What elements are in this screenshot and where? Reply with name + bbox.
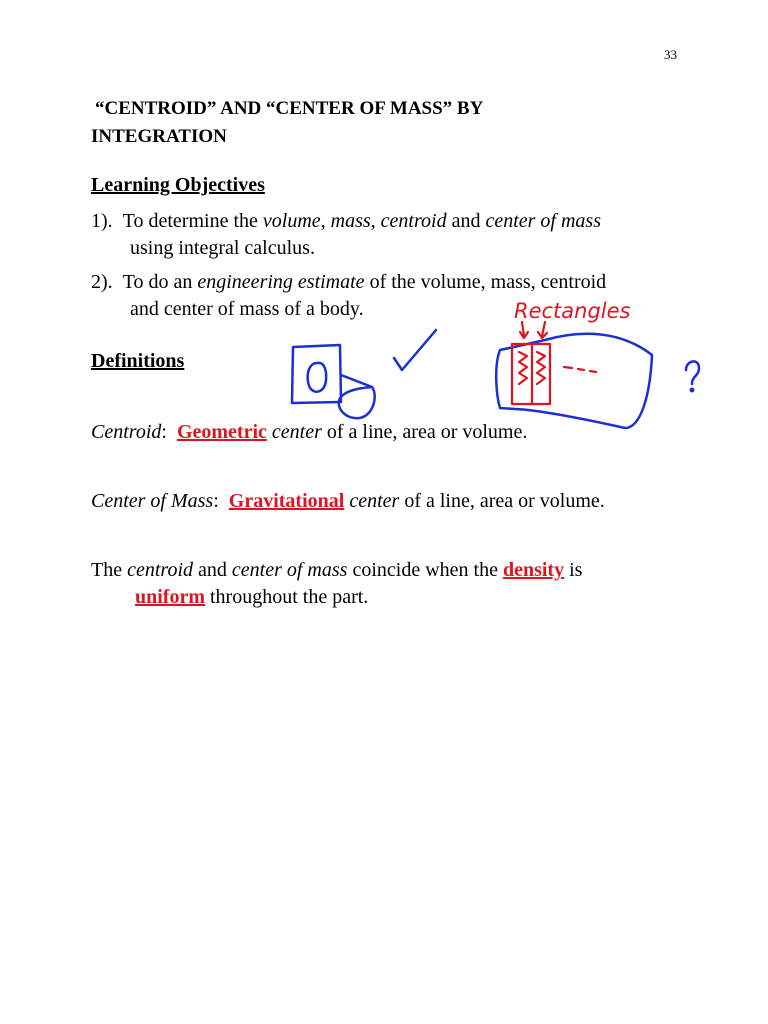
centroid-center-word: center bbox=[266, 421, 322, 443]
sketch-blob bbox=[496, 334, 652, 428]
objective-1-continuation: using integral calculus. bbox=[130, 237, 315, 259]
center-of-mass-rest: of a line, area or volume. bbox=[399, 490, 605, 512]
objective-2-rest: of the volume, mass, centroid bbox=[364, 271, 607, 293]
sketch-lobe bbox=[339, 375, 375, 418]
objective-2-text: To do an bbox=[122, 271, 198, 293]
question-mark-icon bbox=[686, 361, 699, 384]
title-line-1: “CENTROID” AND “CENTER OF MASS” BY bbox=[95, 98, 484, 119]
strip-dashes bbox=[564, 367, 596, 372]
gravitational-keyword: Gravitational bbox=[228, 490, 345, 512]
sketch-o-shape bbox=[308, 363, 327, 392]
density-keyword: density bbox=[502, 559, 565, 581]
geometric-keyword: Geometric bbox=[176, 421, 267, 443]
title-line-2: INTEGRATION bbox=[91, 126, 227, 147]
uniform-keyword: uniform bbox=[135, 586, 205, 608]
centroid-term: Centroid bbox=[91, 421, 162, 443]
objective-1-emphasis-1: volume, mass, centroid bbox=[262, 210, 447, 232]
center-of-mass-term: Center of Mass bbox=[91, 490, 214, 512]
objective-1-connector: and bbox=[446, 210, 486, 232]
statement-coincide: coincide when the bbox=[347, 559, 503, 581]
strip-squiggle-1 bbox=[519, 352, 527, 384]
objective-1-text: To determine the bbox=[122, 210, 263, 232]
definitions-heading: Definitions bbox=[91, 350, 185, 372]
question-mark-dot bbox=[691, 389, 693, 391]
statement-is: is bbox=[564, 559, 583, 581]
statement-post: throughout the part. bbox=[205, 586, 369, 608]
statement-and: and bbox=[193, 559, 232, 581]
statement-pre: The bbox=[91, 559, 128, 581]
statement-centroid: centroid bbox=[127, 559, 194, 581]
page-number: 33 bbox=[664, 47, 677, 62]
centroid-colon: : bbox=[161, 421, 177, 443]
statement-center-of-mass: center of mass bbox=[231, 559, 348, 581]
objective-1-emphasis-2: center of mass bbox=[485, 210, 601, 232]
objective-2-continuation: and center of mass of a body. bbox=[130, 298, 364, 320]
sketch-square bbox=[292, 345, 341, 403]
centroid-rest: of a line, area or volume. bbox=[321, 421, 528, 443]
objective-2-emphasis: engineering estimate bbox=[197, 271, 365, 293]
label-arrow-1 bbox=[520, 322, 528, 338]
checkmark-icon bbox=[394, 330, 436, 370]
learning-objectives-heading: Learning Objectives bbox=[91, 174, 265, 196]
center-of-mass-center-word: center bbox=[344, 490, 400, 512]
rectangles-label: Rectangles bbox=[514, 299, 631, 323]
center-of-mass-colon: : bbox=[213, 490, 229, 512]
objective-1-number: 1). bbox=[91, 210, 113, 232]
strip-squiggle-2 bbox=[537, 352, 545, 384]
label-arrow-2 bbox=[538, 322, 547, 338]
objective-2-number: 2). bbox=[91, 271, 113, 293]
